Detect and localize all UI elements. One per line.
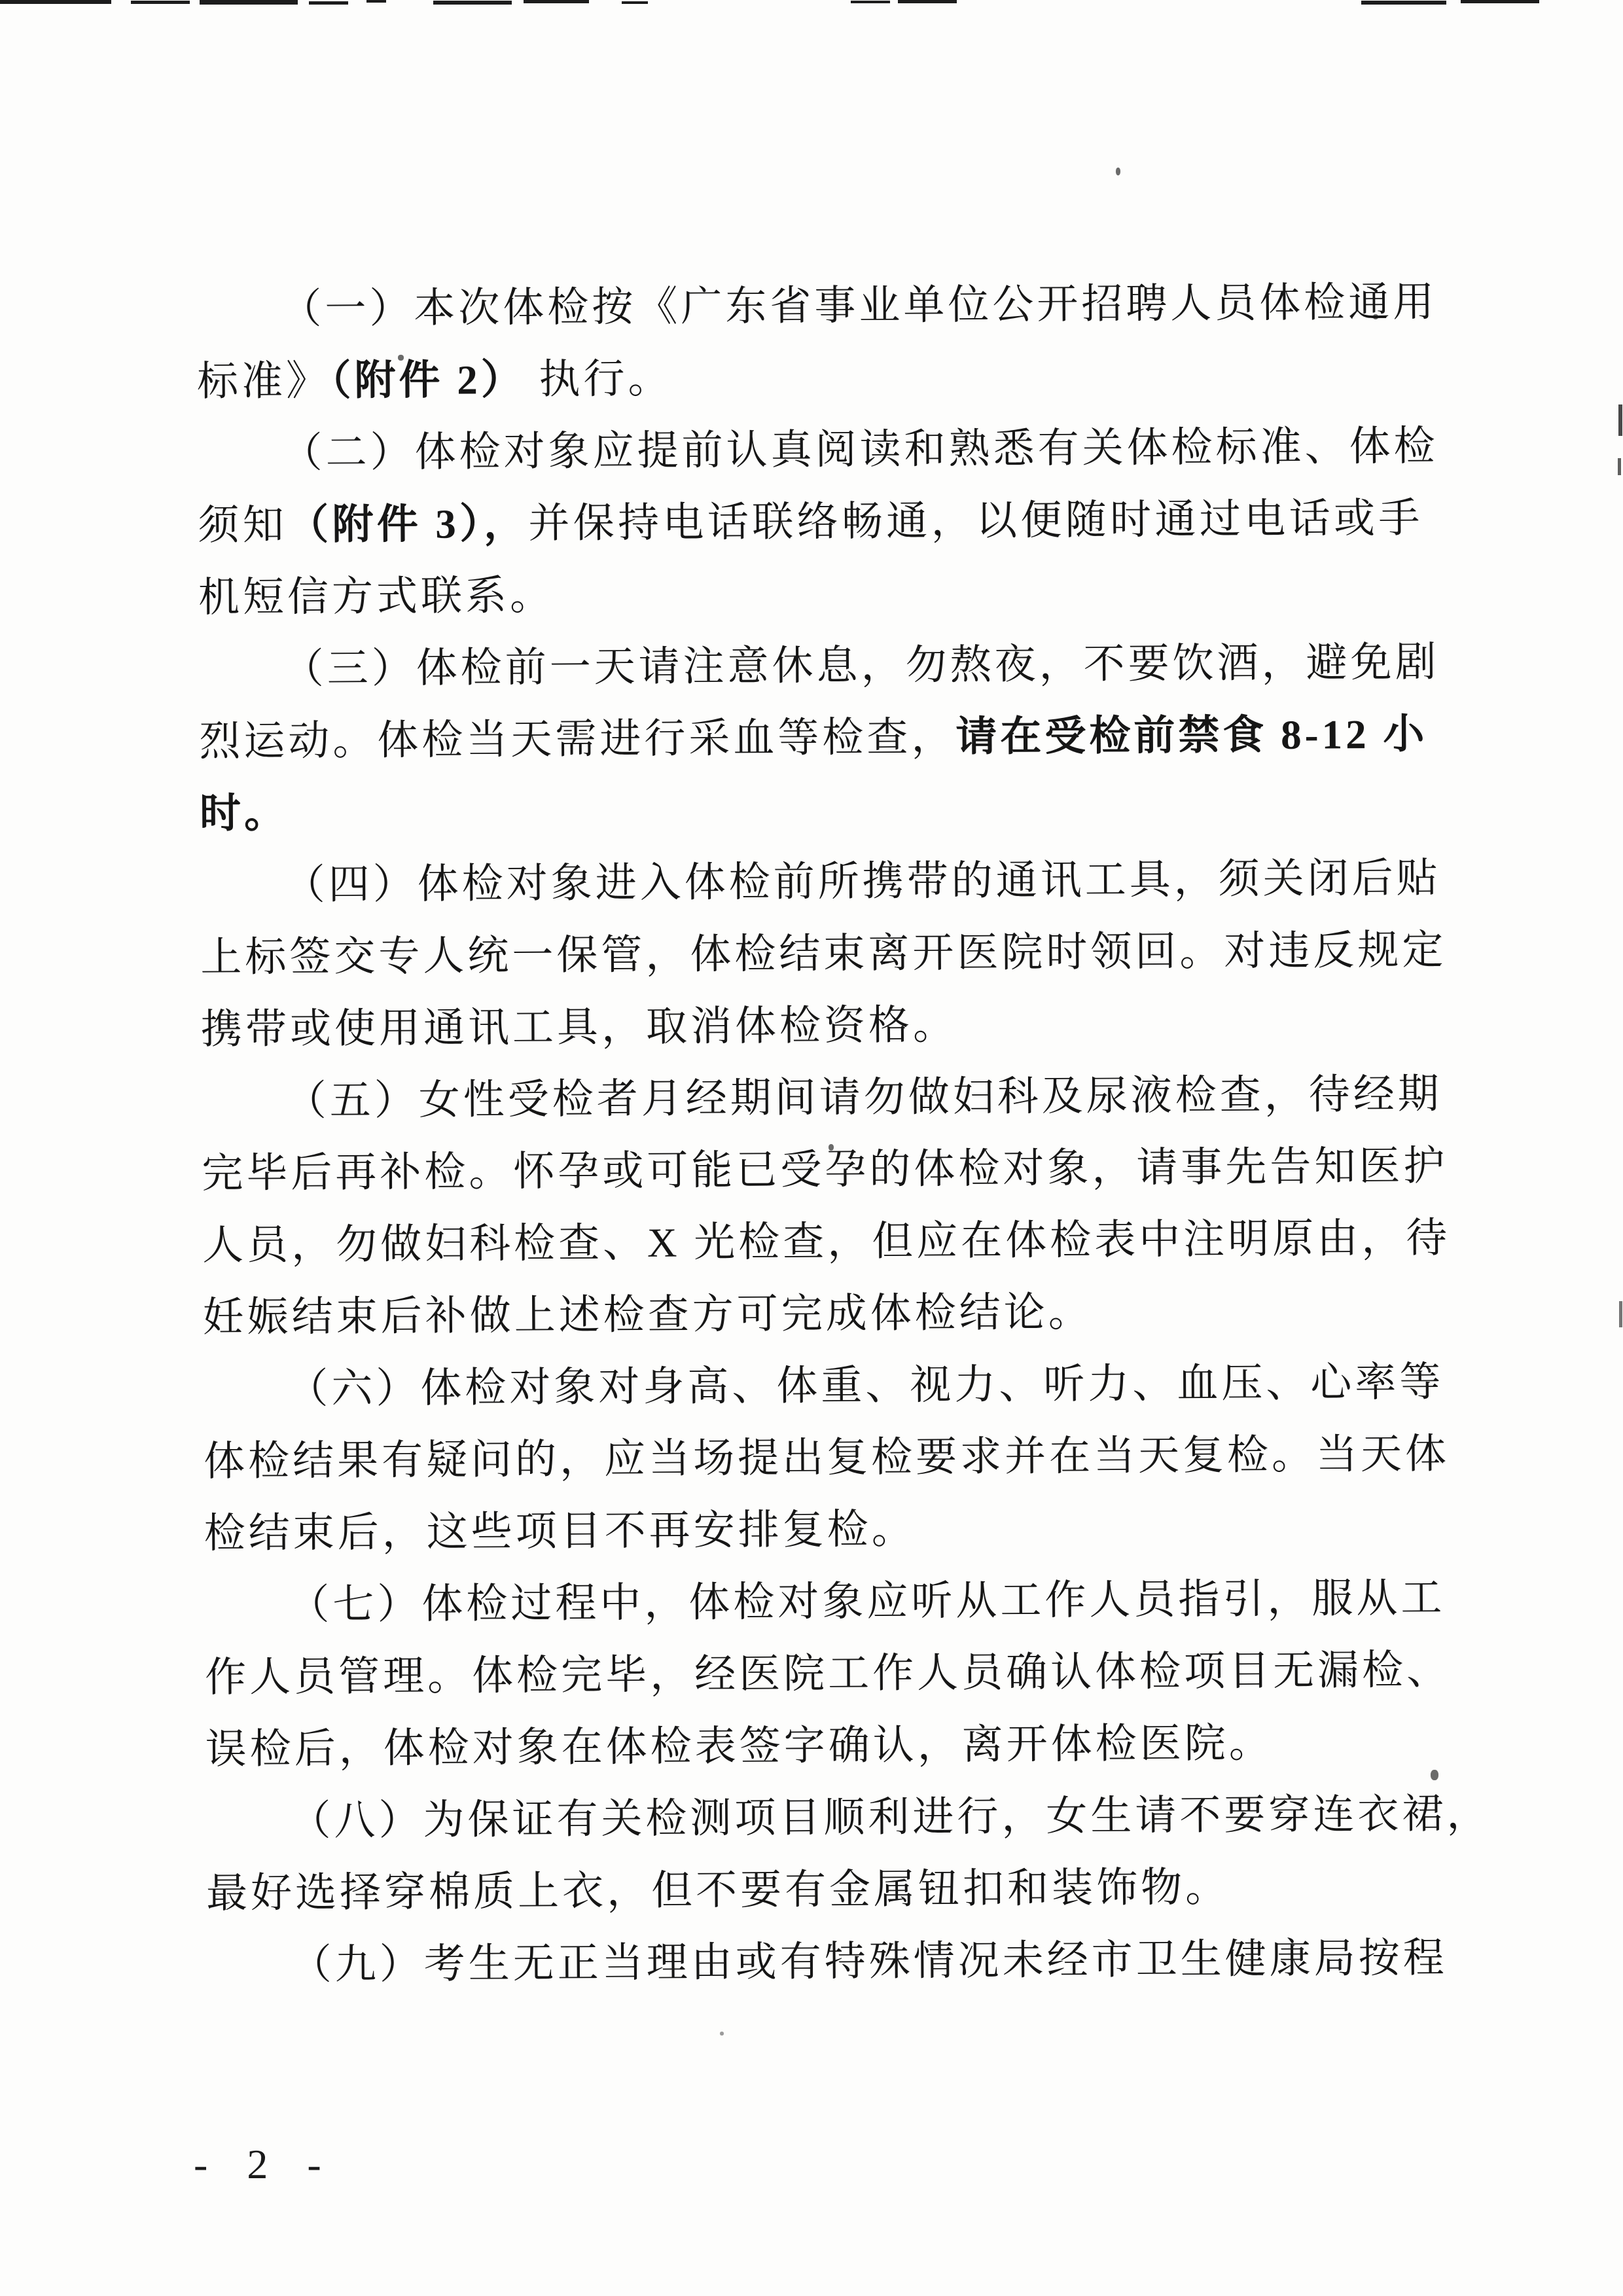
body-text: 妊娠结束后补做上述检查方可完成体检结论。 (202, 1289, 1093, 1340)
body-text: 携带或使用通讯工具，取消体检资格。 (200, 1001, 958, 1052)
scan-artifact (851, 1, 890, 3)
text-line (202, 1274, 1428, 1354)
text-line (200, 914, 1447, 994)
emphasis-text: （附件 2） (330, 356, 526, 404)
text-line (201, 1058, 1442, 1138)
body-text: 上标签交专人统一保管，体检结束离开医院时领回。对违反规定 (200, 927, 1447, 980)
scan-artifact (366, 0, 386, 3)
text-line (198, 626, 1440, 706)
body-text: （五）女性受检者月经期间请勿做妇科及尿液检查，待经期 (285, 1071, 1442, 1124)
scan-artifact (1618, 404, 1622, 436)
text-line (198, 554, 1424, 634)
document-body (196, 266, 1491, 2001)
scan-artifact (1461, 0, 1539, 3)
scan-artifact (1618, 458, 1621, 475)
text-line (197, 410, 1438, 490)
text-line (206, 1922, 1448, 2001)
body-text: 机短信方式联系。 (198, 572, 555, 620)
scan-artifact (622, 1, 648, 4)
text-line (202, 1130, 1448, 1210)
text-line (198, 482, 1423, 562)
body-text: 误检后，体检对象在体检表签字确认，离开体检医院。 (205, 1719, 1274, 1772)
body-text: （二）体检对象应提前认真阅读和熟悉有关体检标准、体检 (281, 423, 1438, 476)
text-line (202, 1202, 1451, 1282)
scan-artifact (524, 0, 589, 3)
body-text: （九）考生无正当理由或有特殊情况未经市卫生健康局按程 (290, 1935, 1448, 1988)
scan-artifact (1361, 1, 1446, 5)
scan-artifact (0, 0, 111, 4)
body-text: （七）体检过程中，体检对象应听从工作人员指引，服从工 (288, 1575, 1446, 1628)
scan-speck (1116, 168, 1120, 175)
text-line (203, 1346, 1444, 1426)
text-line (200, 842, 1441, 922)
body-text: 须知 (198, 502, 288, 548)
body-text: 执行。 (525, 355, 673, 403)
text-line (200, 770, 1425, 850)
text-line (204, 1562, 1446, 1641)
body-text: 并保持电话联络畅通，以便随时通过电话或手 (528, 495, 1423, 547)
body-text: （六）体检对象对身高、体重、视力、听力、血压、心率等 (287, 1359, 1444, 1412)
emphasis-text: （附件 3）， (287, 500, 529, 548)
scan-artifact (309, 1, 348, 5)
text-line (205, 1778, 1491, 1857)
text-line (201, 986, 1427, 1066)
text-line (204, 1490, 1429, 1570)
body-text: 检结束后，这些项目不再安排复检。 (204, 1506, 916, 1556)
body-text: 烈运动。体检当天需进行采血等检查， (199, 713, 956, 764)
body-text: 最好选择穿棉质上衣，但不要有金属钮扣和装饰物。 (205, 1864, 1230, 1916)
text-line (205, 1706, 1431, 1785)
scan-artifact (200, 0, 298, 5)
text-line (206, 1850, 1432, 1929)
scan-speck (720, 2032, 724, 2036)
scan-artifact (131, 1, 190, 4)
body-text: 作人员管理。体检完毕，经医院工作人员确认体检项目无漏检、 (204, 1647, 1452, 1700)
body-text: （三）体检前一天请注意休息，勿熬夜，不要饮酒，避免剧 (282, 639, 1440, 692)
text-line (199, 698, 1428, 778)
scan-artifact (898, 0, 957, 3)
text-line (197, 338, 1423, 418)
text-line (203, 1418, 1450, 1498)
body-text: 标准》 (196, 357, 331, 404)
body-text: （八）为保证有关检测项目顺利进行，女生请不要穿连衣裙， (289, 1790, 1491, 1844)
body-text: （四）体检对象进入体检前所携带的通讯工具，须关闭后贴 (283, 855, 1441, 908)
body-text: 体检结果有疑问的，应当场提出复检要求并在当天复检。当天体 (203, 1431, 1450, 1484)
emphasis-text: 请在受检前禁食 8-12 小 (955, 711, 1428, 760)
emphasis-text: 时。 (199, 790, 289, 836)
scan-artifact (1619, 1301, 1622, 1327)
scan-artifact (433, 1, 512, 5)
page-number: - 2 - (194, 2141, 336, 2187)
body-text: 完毕后再补检。怀孕或可能已受孕的体检对象，请事先告知医护 (202, 1143, 1448, 1196)
body-text: （一）本次体检按《广东省事业单位公开招聘人员体检通用 (280, 279, 1438, 332)
body-text: 人员，勿做妇科检查、X 光检查，但应在体检表中注明原由，待 (202, 1215, 1451, 1268)
text-line (204, 1634, 1452, 1713)
text-line (196, 266, 1438, 346)
